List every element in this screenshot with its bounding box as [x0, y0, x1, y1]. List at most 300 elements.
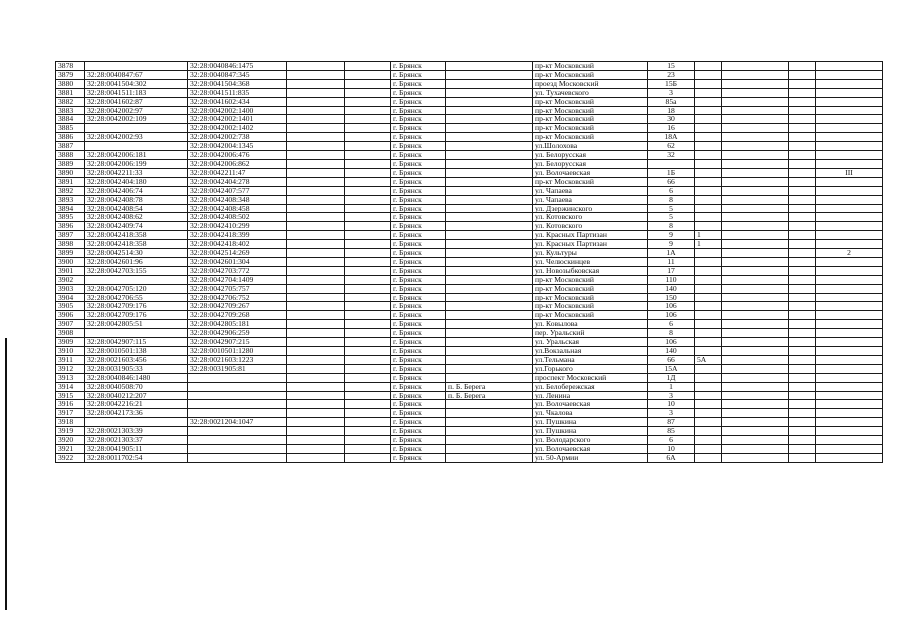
house-number-cell: 17 — [648, 266, 695, 275]
street-cell: пр-кт Московский — [533, 97, 648, 106]
extra-cell — [722, 347, 789, 356]
cadastral-number-cell — [85, 329, 188, 338]
locality-cell — [446, 195, 533, 204]
street-cell: пр-кт Московский — [533, 302, 648, 311]
note-cell — [816, 364, 883, 373]
table-row — [56, 124, 883, 133]
building-cadastral-number-cell: 32:28:0042906:259 — [188, 329, 287, 338]
extra-cell — [789, 293, 816, 302]
city-cell: г. Брянск — [391, 257, 446, 266]
note-cell — [816, 106, 883, 115]
empty-cell — [287, 302, 345, 311]
building-cadastral-number-cell: 32:28:0042709:268 — [188, 311, 287, 320]
extra-cell — [722, 88, 789, 97]
row-number-cell: 3907 — [56, 320, 85, 329]
extra-cell — [722, 427, 789, 436]
empty-cell — [287, 373, 345, 382]
building-cell — [695, 436, 722, 445]
empty-cell — [345, 62, 391, 71]
street-cell: пр-кт Московский — [533, 106, 648, 115]
row-number-cell: 3891 — [56, 177, 85, 186]
extra-cell — [722, 106, 789, 115]
locality-cell — [446, 453, 533, 462]
empty-cell — [345, 115, 391, 124]
empty-cell — [345, 266, 391, 275]
house-number-cell: 18А — [648, 133, 695, 142]
extra-cell — [722, 62, 789, 71]
empty-cell — [345, 177, 391, 186]
cadastral-number-cell: 32:28:0042703:155 — [85, 266, 188, 275]
empty-cell — [287, 311, 345, 320]
note-cell — [816, 195, 883, 204]
street-cell: ул. Челюскинцев — [533, 257, 648, 266]
row-number-cell: 3879 — [56, 70, 85, 79]
note-cell: 2 — [816, 249, 883, 258]
cadastral-number-cell: 32:28:0042418:358 — [85, 240, 188, 249]
city-cell: г. Брянск — [391, 62, 446, 71]
extra-cell — [789, 347, 816, 356]
extra-cell — [789, 133, 816, 142]
house-number-cell: 5 — [648, 213, 695, 222]
note-cell — [816, 62, 883, 71]
street-cell: ул.Вокзальная — [533, 347, 648, 356]
table-row — [56, 62, 883, 71]
building-cadastral-number-cell: 32:28:0042601:304 — [188, 257, 287, 266]
cadastral-number-cell: 32:28:0031905:33 — [85, 364, 188, 373]
building-cadastral-number-cell: 32:28:0042404:278 — [188, 177, 287, 186]
locality-cell — [446, 284, 533, 293]
house-number-cell: 15А — [648, 364, 695, 373]
row-number-cell: 3915 — [56, 391, 85, 400]
building-cell — [695, 409, 722, 418]
extra-cell — [789, 266, 816, 275]
empty-cell — [287, 115, 345, 124]
extra-cell — [722, 320, 789, 329]
cadastral-number-cell: 32:28:0042409:74 — [85, 222, 188, 231]
note-cell — [816, 151, 883, 160]
house-number-cell: 66 — [648, 355, 695, 364]
empty-cell — [287, 436, 345, 445]
house-number-cell: 140 — [648, 347, 695, 356]
house-number-cell: 3 — [648, 409, 695, 418]
table-row — [56, 186, 883, 195]
cadastral-number-cell: 32:28:0021603:456 — [85, 355, 188, 364]
note-cell — [816, 302, 883, 311]
building-cadastral-number-cell: 32:28:0042211:47 — [188, 168, 287, 177]
street-cell: ул. Чкалова — [533, 409, 648, 418]
locality-cell — [446, 115, 533, 124]
table-row — [56, 177, 883, 186]
building-cadastral-number-cell: 32:28:0042002:738 — [188, 133, 287, 142]
empty-cell — [287, 151, 345, 160]
empty-cell — [345, 364, 391, 373]
empty-cell — [287, 240, 345, 249]
note-cell — [816, 177, 883, 186]
cadastral-number-cell — [85, 418, 188, 427]
extra-cell — [789, 88, 816, 97]
house-number-cell: 85 — [648, 427, 695, 436]
cadastral-number-cell: 32:28:0041511:183 — [85, 88, 188, 97]
empty-cell — [287, 284, 345, 293]
empty-cell — [287, 400, 345, 409]
empty-cell — [287, 177, 345, 186]
extra-cell — [789, 436, 816, 445]
house-number-cell: 140 — [648, 284, 695, 293]
empty-cell — [287, 133, 345, 142]
empty-cell — [287, 70, 345, 79]
empty-cell — [345, 355, 391, 364]
extra-cell — [789, 444, 816, 453]
extra-cell — [789, 453, 816, 462]
empty-cell — [287, 355, 345, 364]
locality-cell — [446, 70, 533, 79]
street-cell: пр-кт Московский — [533, 177, 648, 186]
building-cell — [695, 364, 722, 373]
note-cell — [816, 293, 883, 302]
house-number-cell: 85а — [648, 97, 695, 106]
row-number-cell: 3896 — [56, 222, 85, 231]
city-cell: г. Брянск — [391, 382, 446, 391]
note-cell — [816, 204, 883, 213]
house-number-cell: 18 — [648, 106, 695, 115]
city-cell: г. Брянск — [391, 213, 446, 222]
extra-cell — [722, 97, 789, 106]
extra-cell — [722, 240, 789, 249]
building-cadastral-number-cell: 32:28:0031905:81 — [188, 364, 287, 373]
cadastral-number-cell: 32:28:0042408:78 — [85, 195, 188, 204]
row-number-cell: 3890 — [56, 168, 85, 177]
street-cell: ул. Новозыбковская — [533, 266, 648, 275]
table-row — [56, 151, 883, 160]
empty-cell — [287, 79, 345, 88]
extra-cell — [722, 177, 789, 186]
locality-cell — [446, 240, 533, 249]
cadastral-number-cell: 32:28:0041602:87 — [85, 97, 188, 106]
house-number-cell: 1Д — [648, 373, 695, 382]
table-row — [56, 257, 883, 266]
house-number-cell — [648, 159, 695, 168]
street-cell: пр-кт Московский — [533, 311, 648, 320]
building-cadastral-number-cell: 32:28:0042407:577 — [188, 186, 287, 195]
house-number-cell: 3 — [648, 391, 695, 400]
empty-cell — [345, 347, 391, 356]
extra-cell — [722, 293, 789, 302]
locality-cell — [446, 400, 533, 409]
row-number-cell: 3882 — [56, 97, 85, 106]
building-cadastral-number-cell — [188, 373, 287, 382]
building-cadastral-number-cell: 32:28:0041602:434 — [188, 97, 287, 106]
house-number-cell: 5 — [648, 204, 695, 213]
locality-cell — [446, 418, 533, 427]
empty-cell — [287, 62, 345, 71]
empty-cell — [287, 142, 345, 151]
building-cell — [695, 453, 722, 462]
street-cell: ул.Тельмана — [533, 355, 648, 364]
empty-cell — [287, 222, 345, 231]
empty-cell — [287, 364, 345, 373]
locality-cell: п. Б. Берега — [446, 382, 533, 391]
note-cell — [816, 142, 883, 151]
row-number-cell: 3892 — [56, 186, 85, 195]
table-row — [56, 302, 883, 311]
house-number-cell: 110 — [648, 275, 695, 284]
building-cadastral-number-cell: 32:28:0042706:752 — [188, 293, 287, 302]
note-cell — [816, 373, 883, 382]
cadastral-number-cell: 32:28:0040847:67 — [85, 70, 188, 79]
row-number-cell: 3921 — [56, 444, 85, 453]
city-cell: г. Брянск — [391, 418, 446, 427]
empty-cell — [287, 293, 345, 302]
building-cell — [695, 186, 722, 195]
row-number-cell: 3919 — [56, 427, 85, 436]
house-number-cell: 9 — [648, 240, 695, 249]
empty-cell — [287, 213, 345, 222]
building-cadastral-number-cell: 32:28:0042704:1409 — [188, 275, 287, 284]
empty-cell — [345, 186, 391, 195]
table-row — [56, 338, 883, 347]
row-number-cell: 3910 — [56, 347, 85, 356]
locality-cell — [446, 186, 533, 195]
row-number-cell: 3893 — [56, 195, 85, 204]
empty-cell — [345, 400, 391, 409]
row-number-cell: 3900 — [56, 257, 85, 266]
building-cadastral-number-cell: 32:28:0021603:1223 — [188, 355, 287, 364]
street-cell: ул. Ковылова — [533, 320, 648, 329]
scan-edge-mark — [5, 338, 7, 610]
locality-cell — [446, 275, 533, 284]
building-cell — [695, 302, 722, 311]
building-cadastral-number-cell: 32:28:0042006:476 — [188, 151, 287, 160]
street-cell: пр-кт Московский — [533, 284, 648, 293]
city-cell: г. Брянск — [391, 453, 446, 462]
empty-cell — [287, 249, 345, 258]
extra-cell — [722, 382, 789, 391]
street-cell: ул. Тухачевского — [533, 88, 648, 97]
extra-cell — [789, 124, 816, 133]
city-cell: г. Брянск — [391, 70, 446, 79]
row-number-cell: 3901 — [56, 266, 85, 275]
empty-cell — [345, 257, 391, 266]
cadastral-number-cell: 32:28:0040508:70 — [85, 382, 188, 391]
empty-cell — [287, 382, 345, 391]
row-number-cell: 3880 — [56, 79, 85, 88]
row-number-cell: 3918 — [56, 418, 85, 427]
table-row — [56, 70, 883, 79]
extra-cell — [789, 159, 816, 168]
city-cell: г. Брянск — [391, 177, 446, 186]
table-row — [56, 106, 883, 115]
row-number-cell: 3884 — [56, 115, 85, 124]
city-cell: г. Брянск — [391, 427, 446, 436]
building-cadastral-number-cell: 32:28:0041511:835 — [188, 88, 287, 97]
extra-cell — [789, 400, 816, 409]
empty-cell — [287, 168, 345, 177]
note-cell — [816, 329, 883, 338]
empty-cell — [345, 240, 391, 249]
house-number-cell: 30 — [648, 115, 695, 124]
house-number-cell: 1А — [648, 249, 695, 258]
cadastral-number-cell: 32:28:0042216:21 — [85, 400, 188, 409]
house-number-cell: 6А — [648, 453, 695, 462]
cadastral-number-cell: 32:28:0042002:97 — [85, 106, 188, 115]
row-number-cell: 3905 — [56, 302, 85, 311]
locality-cell — [446, 97, 533, 106]
empty-cell — [345, 168, 391, 177]
locality-cell — [446, 409, 533, 418]
locality-cell — [446, 257, 533, 266]
extra-cell — [722, 168, 789, 177]
building-cell — [695, 266, 722, 275]
city-cell: г. Брянск — [391, 88, 446, 97]
locality-cell — [446, 329, 533, 338]
building-cadastral-number-cell: 32:28:0042703:772 — [188, 266, 287, 275]
extra-cell — [722, 284, 789, 293]
city-cell: г. Брянск — [391, 373, 446, 382]
empty-cell — [345, 231, 391, 240]
empty-cell — [287, 204, 345, 213]
city-cell: г. Брянск — [391, 115, 446, 124]
note-cell — [816, 133, 883, 142]
extra-cell — [722, 311, 789, 320]
house-number-cell: 10 — [648, 444, 695, 453]
building-cadastral-number-cell: 32:28:0042907:215 — [188, 338, 287, 347]
locality-cell — [446, 79, 533, 88]
table-row — [56, 293, 883, 302]
extra-cell — [789, 382, 816, 391]
city-cell: г. Брянск — [391, 204, 446, 213]
extra-cell — [789, 302, 816, 311]
locality-cell — [446, 444, 533, 453]
extra-cell — [789, 186, 816, 195]
house-number-cell: 150 — [648, 293, 695, 302]
street-cell: ул. Белобережская — [533, 382, 648, 391]
extra-cell — [789, 311, 816, 320]
cadastral-number-cell: 32:28:0042173:36 — [85, 409, 188, 418]
locality-cell: п. Б. Берега — [446, 391, 533, 400]
building-cell — [695, 133, 722, 142]
table-row — [56, 97, 883, 106]
cadastral-number-cell: 32:28:0042706:55 — [85, 293, 188, 302]
locality-cell — [446, 355, 533, 364]
building-cell — [695, 444, 722, 453]
street-cell: ул. Котовского — [533, 222, 648, 231]
locality-cell — [446, 249, 533, 258]
note-cell — [816, 186, 883, 195]
city-cell: г. Брянск — [391, 124, 446, 133]
empty-cell — [287, 257, 345, 266]
empty-cell — [287, 418, 345, 427]
street-cell: пр-кт Московский — [533, 62, 648, 71]
empty-cell — [287, 409, 345, 418]
registry-table-body — [56, 62, 883, 463]
extra-cell — [789, 320, 816, 329]
row-number-cell: 3917 — [56, 409, 85, 418]
cadastral-number-cell: 32:28:0042514:30 — [85, 249, 188, 258]
note-cell — [816, 391, 883, 400]
empty-cell — [287, 186, 345, 195]
building-cadastral-number-cell — [188, 453, 287, 462]
note-cell — [816, 79, 883, 88]
empty-cell — [345, 338, 391, 347]
building-cell: 1 — [695, 231, 722, 240]
note-cell — [816, 70, 883, 79]
street-cell: ул. Культуры — [533, 249, 648, 258]
empty-cell — [287, 444, 345, 453]
building-cadastral-number-cell: 32:28:0042514:269 — [188, 249, 287, 258]
extra-cell — [789, 177, 816, 186]
house-number-cell: 87 — [648, 418, 695, 427]
extra-cell — [789, 240, 816, 249]
extra-cell — [789, 151, 816, 160]
table-row — [56, 231, 883, 240]
cadastral-number-cell: 32:28:0042709:176 — [85, 302, 188, 311]
street-cell: ул. Чапаева — [533, 186, 648, 195]
locality-cell — [446, 62, 533, 71]
table-row — [56, 444, 883, 453]
empty-cell — [345, 79, 391, 88]
note-cell — [816, 436, 883, 445]
table-row — [56, 373, 883, 382]
extra-cell — [789, 79, 816, 88]
building-cadastral-number-cell: 32:28:0042705:757 — [188, 284, 287, 293]
table-row — [56, 88, 883, 97]
row-number-cell: 3903 — [56, 284, 85, 293]
empty-cell — [287, 427, 345, 436]
street-cell: пр-кт Московский — [533, 275, 648, 284]
extra-cell — [722, 329, 789, 338]
house-number-cell: 1 — [648, 382, 695, 391]
street-cell: ул.Горького — [533, 364, 648, 373]
cadastral-number-cell: 32:28:0042709:176 — [85, 311, 188, 320]
extra-cell — [722, 195, 789, 204]
street-cell: ул. Пушкина — [533, 427, 648, 436]
row-number-cell: 3904 — [56, 293, 85, 302]
cadastral-number-cell — [85, 142, 188, 151]
row-number-cell: 3889 — [56, 159, 85, 168]
empty-cell — [287, 338, 345, 347]
cadastral-number-cell: 32:28:0021303:37 — [85, 436, 188, 445]
city-cell: г. Брянск — [391, 364, 446, 373]
empty-cell — [345, 249, 391, 258]
row-number-cell: 3913 — [56, 373, 85, 382]
empty-cell — [345, 453, 391, 462]
cadastral-number-cell: 32:28:0042211:33 — [85, 168, 188, 177]
city-cell: г. Брянск — [391, 302, 446, 311]
table-row — [56, 409, 883, 418]
empty-cell — [287, 266, 345, 275]
cadastral-number-cell: 32:28:0042907:115 — [85, 338, 188, 347]
extra-cell — [789, 329, 816, 338]
table-row — [56, 195, 883, 204]
cadastral-number-cell: 32:28:0042408:54 — [85, 204, 188, 213]
street-cell: пр-кт Московский — [533, 124, 648, 133]
note-cell — [816, 409, 883, 418]
street-cell: ул. Володарского — [533, 436, 648, 445]
house-number-cell: 1Б — [648, 168, 695, 177]
empty-cell — [287, 329, 345, 338]
extra-cell — [722, 231, 789, 240]
table-row — [56, 115, 883, 124]
building-cell: 5А — [695, 355, 722, 364]
empty-cell — [345, 444, 391, 453]
extra-cell — [789, 195, 816, 204]
house-number-cell: 62 — [648, 142, 695, 151]
building-cell — [695, 257, 722, 266]
locality-cell — [446, 311, 533, 320]
building-cadastral-number-cell: 32:28:0010501:1280 — [188, 347, 287, 356]
building-cell — [695, 195, 722, 204]
city-cell: г. Брянск — [391, 159, 446, 168]
